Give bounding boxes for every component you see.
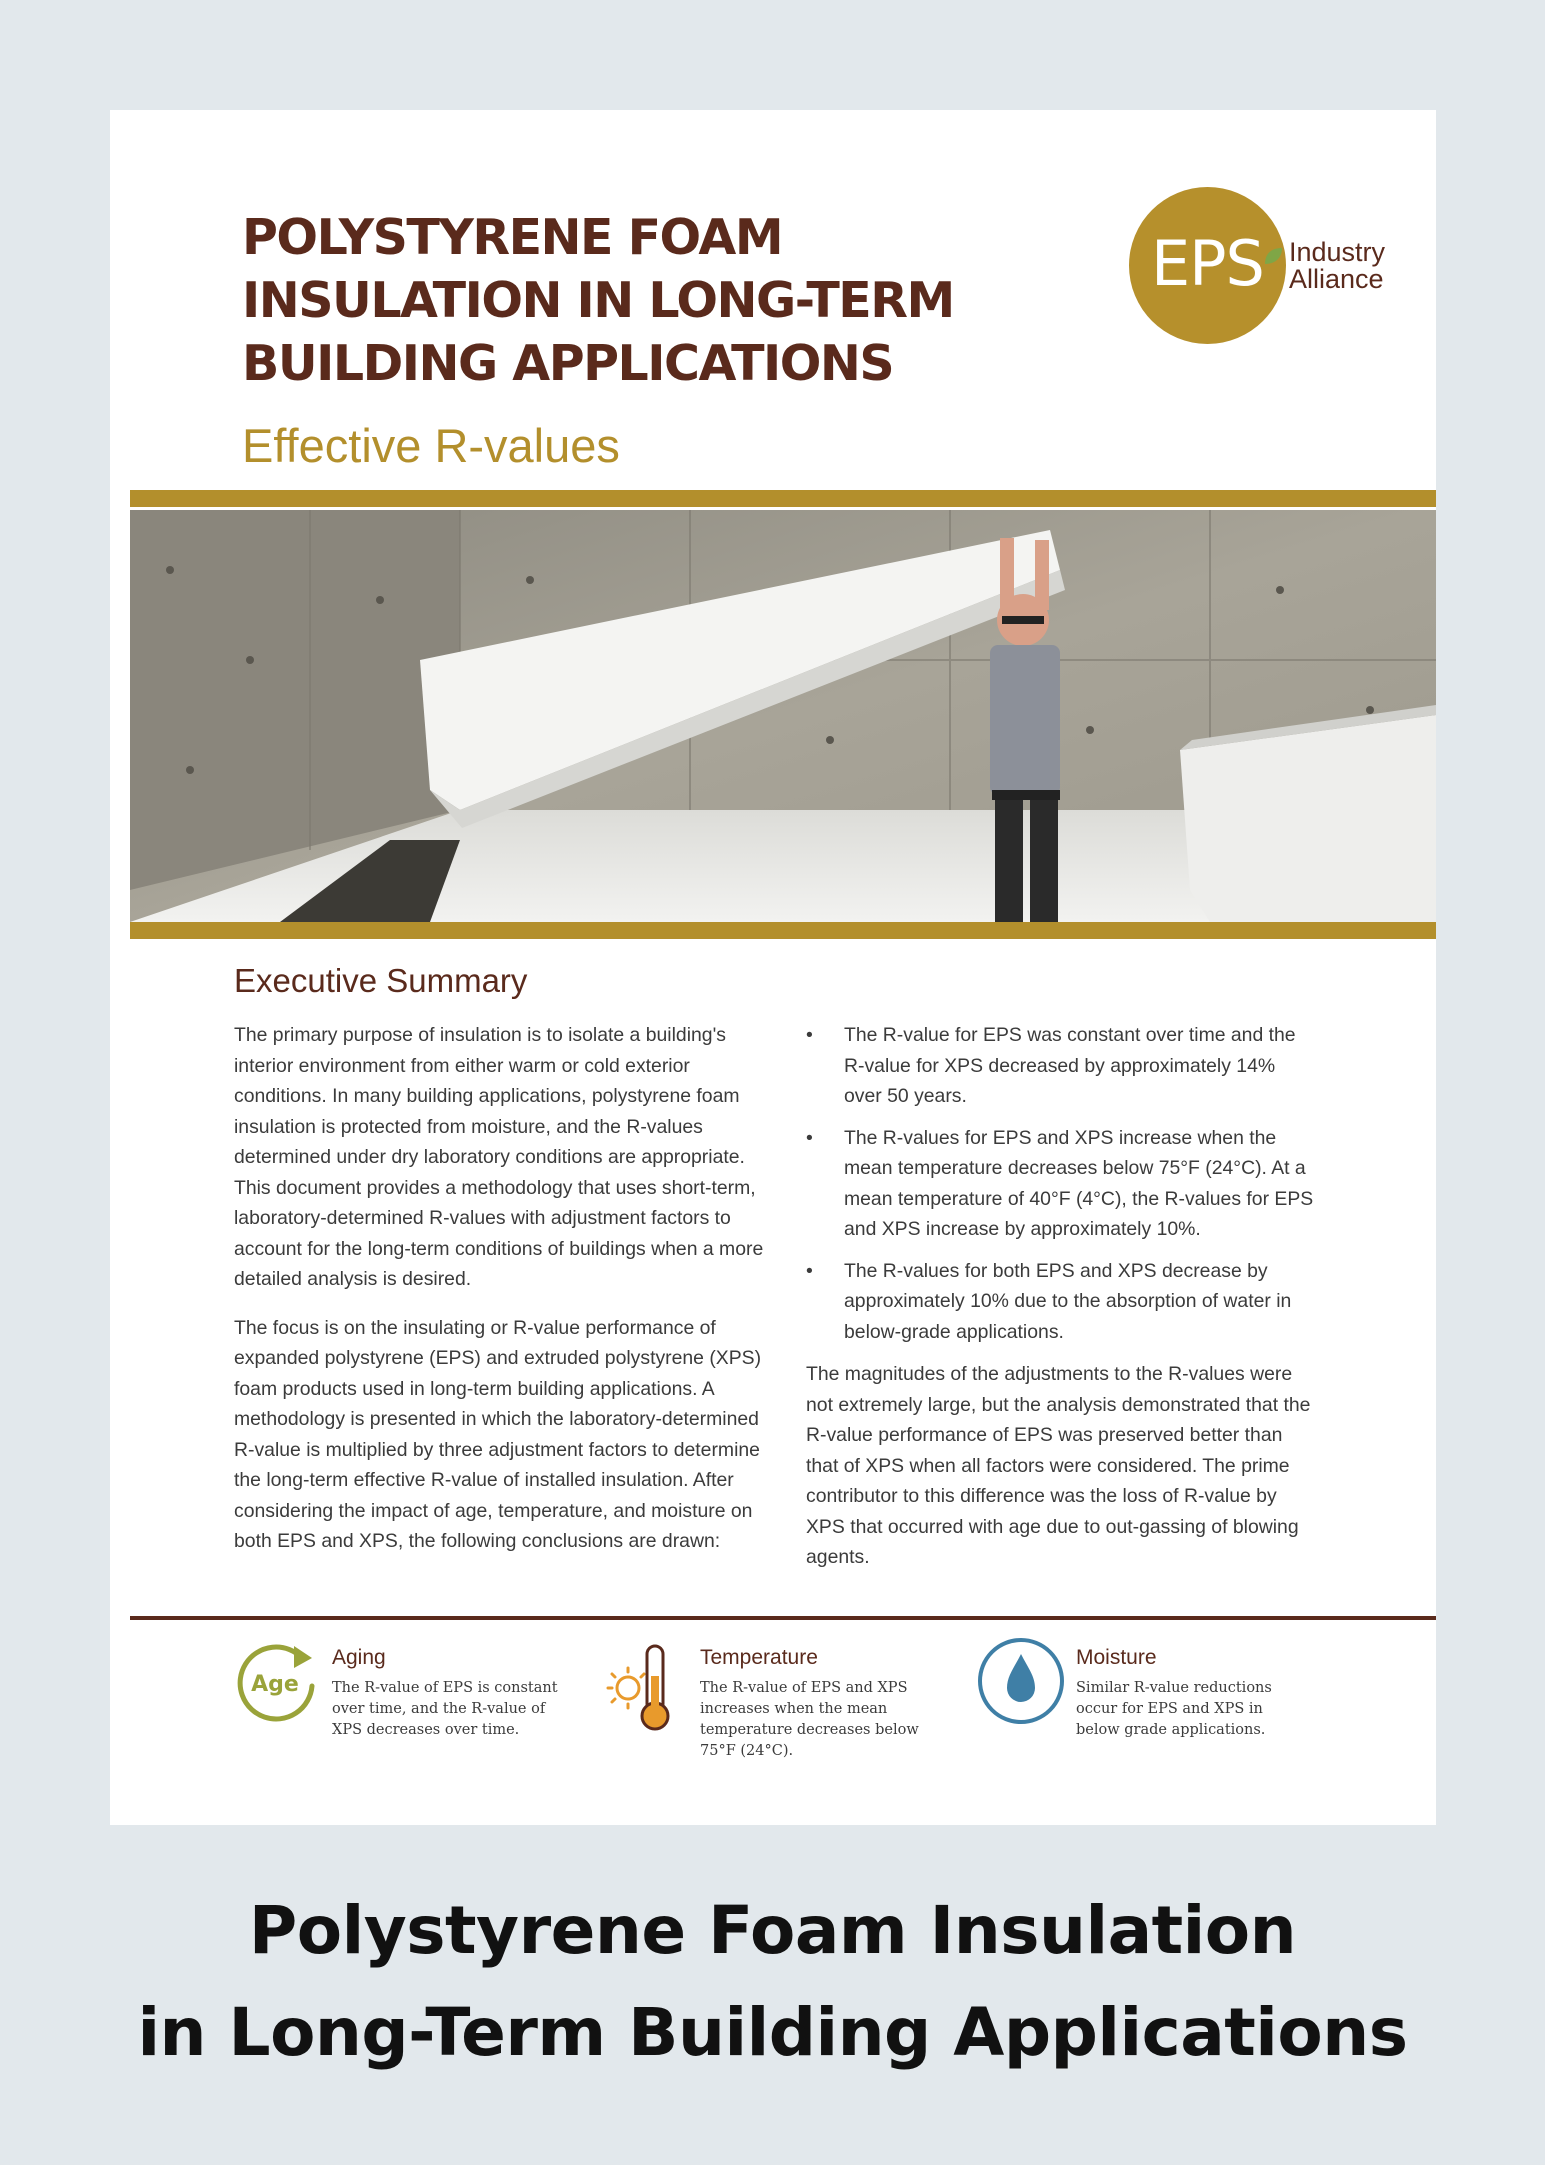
title-line: POLYSTYRENE FOAM <box>242 209 783 266</box>
feature-title: Aging <box>332 1646 386 1669</box>
logo-mark: EPS <box>1151 227 1264 300</box>
list-item <box>806 1123 1316 1245</box>
leaf-icon <box>1262 245 1284 267</box>
feature-description: The R-value of EPS is constant over time, and the R-value of XPS decreases over time. <box>332 1680 558 1738</box>
summary-left-column <box>234 1020 779 1575</box>
summary-paragraph: The magnitudes of the adjustments to the R-values were not extremely large, but the analysis demonstrated that the R-value performance of EPS was preserved better than that of XPS when all factors were considered. The prime contributor to this difference was the loss of R-value by XPS that occurred with age due to out-gassing of blowing agents. <box>806 1363 1311 1568</box>
logo-line: Alliance <box>1289 264 1384 294</box>
document-title <box>242 206 1002 395</box>
caption-line: Polystyrene Foam Insulation <box>248 1892 1297 1969</box>
document-subtitle: Effective R-values <box>242 419 620 472</box>
feature-description: The R-value of EPS and XPS increases when the mean temperature decreases below 75°F (24°C). <box>700 1680 919 1759</box>
section-divider <box>130 1616 1436 1620</box>
thermometer-icon <box>600 1636 690 1736</box>
feature-title: Moisture <box>1076 1646 1157 1669</box>
worker-lifting-foam-photo <box>130 510 1436 922</box>
title-line: INSULATION IN LONG-TERM <box>242 272 954 329</box>
feature-title: Temperature <box>700 1646 818 1669</box>
list-item <box>806 1256 1316 1348</box>
feature-description: Similar R-value reductions occur for EPS and XPS in below grade applications. <box>1076 1680 1272 1738</box>
caption-line: in Long-Term Building Applications <box>137 1994 1408 2071</box>
feature-aging <box>232 1636 562 1756</box>
age-icon <box>232 1636 322 1726</box>
cover-caption <box>0 1880 1545 2084</box>
bullet-marker: • <box>806 1259 813 1282</box>
bullet-marker: • <box>806 1126 813 1149</box>
bullet-marker: • <box>806 1024 813 1046</box>
list-item-text: The R-values for EPS and XPS increase when the mean temperature decreases below 75°F (24°C). At a mean temperature of 40°F (4°C), the R-values for EPS and XPS increase by approximately 10%. <box>844 1126 1314 1240</box>
gold-bar-top <box>130 490 1436 507</box>
list-item-text: The R-values for both EPS and XPS decrease by approximately 10% due to the absorption of water in below-grade applications. <box>844 1259 1292 1343</box>
executive-summary-heading: Executive Summary <box>234 962 528 999</box>
title-line: BUILDING APPLICATIONS <box>242 335 894 392</box>
conclusions-list <box>806 1020 1316 1347</box>
list-item <box>806 1020 1316 1112</box>
summary-paragraph: The focus is on the insulating or R-value performance of expanded polystyrene (EPS) and extruded polystyrene (XPS) foam products used in long-term building applications. A methodology is presented in which the laboratory-determined R-value is multiplied by three adjustment factors to determine the long-term effective R-value of installed insulation. After considering the impact of age, temperature, and moisture on both EPS and XPS, the following conclusions are drawn: <box>234 1316 762 1552</box>
feature-moisture <box>976 1636 1316 1756</box>
eps-industry-alliance-logo <box>1129 187 1469 347</box>
logo-name <box>1289 239 1385 293</box>
water-drop-icon <box>976 1636 1066 1726</box>
age-icon-label: Age <box>251 1672 299 1697</box>
photo-illustration <box>130 510 1436 922</box>
summary-right-column <box>806 1020 1316 1573</box>
list-item-text: The R-value for EPS was constant over time and the R-value for XPS decreased by approximately 14% over 50 years. <box>844 1024 1296 1107</box>
logo-line: Industry <box>1289 237 1386 267</box>
summary-paragraph: The primary purpose of insulation is to isolate a building's interior environment from either warm or cold exterior conditions. In many building applications, polystyrene foam insulation is protected from moisture, and the R-values determined under dry laboratory conditions are appropriate. This document provides a methodology that uses short-term, laboratory-determined R-values with adjustment factors to account for the long-term conditions of buildings when a more detailed analysis is desired. <box>234 1024 764 1290</box>
feature-temperature <box>600 1636 940 1766</box>
gold-bar-bottom <box>130 922 1436 939</box>
document-page <box>110 110 1436 1825</box>
